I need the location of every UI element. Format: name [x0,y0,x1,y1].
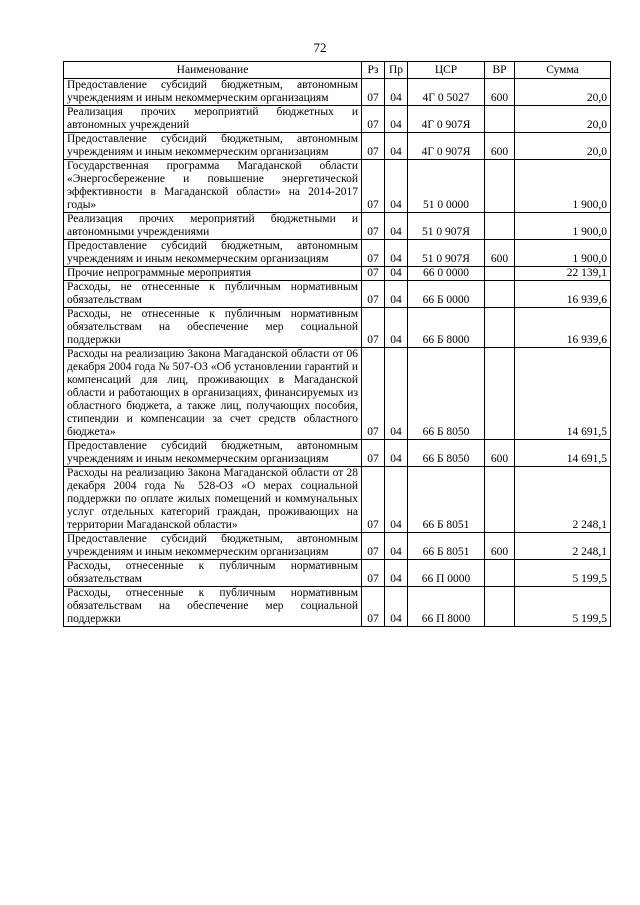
row-sum: 20,0 [515,106,611,133]
row-rz: 07 [362,79,385,106]
row-vr: 600 [485,133,515,160]
header-vr: ВР [485,62,515,79]
row-sum: 16 939,6 [515,308,611,348]
table-row [64,133,611,160]
row-name: Расходы на реализацию Закона Магаданской области от 28 декабря 2004 года № 528-ОЗ «О мерах социальной поддержки по оплате жилых помещений и коммунальных услуг отдельных категорий граждан, проживающих на территории Магаданской области» [64,467,362,533]
row-name: Расходы на реализацию Закона Магаданской области от 06 декабря 2004 года № 507-ОЗ «Об установлении гарантий и компенсаций для лиц, проживающих в Магаданской области и работающих в организациях, финансируемых из областного бюджета, а также лиц, получающих пособия, стипендии и компенсации за счет средств областного бюджета» [64,348,362,440]
row-sum: 1 900,0 [515,240,611,267]
row-rz: 07 [362,348,385,440]
row-name: Предоставление субсидий бюджетным, автономным учреждениям и иным некоммерческим организациям [64,533,362,560]
row-pr: 04 [385,79,408,106]
table-row [64,240,611,267]
row-rz: 07 [362,133,385,160]
row-vr [485,106,515,133]
row-rz: 07 [362,267,385,281]
row-rz: 07 [362,467,385,533]
row-rz: 07 [362,160,385,213]
row-sum: 20,0 [515,133,611,160]
row-vr: 600 [485,533,515,560]
row-csr: 66 П 8000 [408,587,485,627]
row-pr: 04 [385,160,408,213]
table-row [64,308,611,348]
table-row [64,160,611,213]
row-csr: 66 Б 8050 [408,440,485,467]
row-csr: 66 Б 8051 [408,467,485,533]
row-vr: 600 [485,79,515,106]
row-sum: 1 900,0 [515,213,611,240]
row-pr: 04 [385,240,408,267]
row-name: Расходы, отнесенные к публичным нормативным обязательствам на обеспечение мер социальной поддержки [64,587,362,627]
row-sum: 2 248,1 [515,467,611,533]
row-csr: 4Г 0 907Я [408,106,485,133]
row-sum: 14 691,5 [515,440,611,467]
row-pr: 04 [385,267,408,281]
table-row [64,267,611,281]
row-sum: 16 939,6 [515,281,611,308]
row-csr: 51 0 907Я [408,240,485,267]
table-row [64,560,611,587]
row-name: Предоставление субсидий бюджетным, автономным учреждениям и иным некоммерческим организациям [64,440,362,467]
header-sum: Сумма [515,62,611,79]
row-rz: 07 [362,440,385,467]
table-row [64,106,611,133]
row-sum: 22 139,1 [515,267,611,281]
header-row [64,62,611,79]
row-pr: 04 [385,133,408,160]
row-vr [485,587,515,627]
row-pr: 04 [385,587,408,627]
row-name: Расходы, не отнесенные к публичным нормативным обязательствам [64,281,362,308]
row-csr: 4Г 0 5027 [408,79,485,106]
row-rz: 07 [362,587,385,627]
row-csr: 66 Б 8051 [408,533,485,560]
row-sum: 5 199,5 [515,587,611,627]
row-name: Предоставление субсидий бюджетным, автономным учреждениям и иным некоммерческим организациям [64,79,362,106]
row-vr [485,281,515,308]
table-row [64,79,611,106]
row-csr: 66 Б 8050 [408,348,485,440]
row-sum: 1 900,0 [515,160,611,213]
row-name: Расходы, отнесенные к публичным нормативным обязательствам [64,560,362,587]
budget-table [63,61,611,627]
table-row [64,348,611,440]
page-number: 72 [313,40,327,55]
row-sum: 20,0 [515,79,611,106]
row-csr: 66 П 0000 [408,560,485,587]
row-pr: 04 [385,533,408,560]
header-rz: Рз [362,62,385,79]
row-pr: 04 [385,308,408,348]
row-name: Предоставление субсидий бюджетным, автономным учреждениям и иным некоммерческим организациям [64,240,362,267]
row-name: Прочие непрограммные мероприятия [64,267,362,281]
row-pr: 04 [385,281,408,308]
row-name: Государственная программа Магаданской области «Энергосбережение и повышение энергетической эффективности в Магаданской области» на 2014-2017 годы» [64,160,362,213]
row-vr [485,348,515,440]
row-csr: 66 0 0000 [408,267,485,281]
row-sum: 5 199,5 [515,560,611,587]
header-pr: Пр [385,62,408,79]
table-row [64,467,611,533]
row-pr: 04 [385,213,408,240]
row-rz: 07 [362,308,385,348]
row-csr: 51 0 907Я [408,213,485,240]
table-row [64,213,611,240]
row-name: Расходы, не отнесенные к публичным нормативным обязательствам на обеспечение мер социальной поддержки [64,308,362,348]
table-row [64,440,611,467]
row-vr: 600 [485,240,515,267]
row-vr [485,467,515,533]
row-pr: 04 [385,106,408,133]
row-name: Реализация прочих мероприятий бюджетными и автономными учреждениями [64,213,362,240]
row-rz: 07 [362,533,385,560]
row-rz: 07 [362,560,385,587]
row-rz: 07 [362,106,385,133]
row-name: Реализация прочих мероприятий бюджетных и автономных учреждений [64,106,362,133]
row-sum: 2 248,1 [515,533,611,560]
table-row [64,587,611,627]
row-vr [485,560,515,587]
row-pr: 04 [385,560,408,587]
row-sum: 14 691,5 [515,348,611,440]
row-name: Предоставление субсидий бюджетным, автономным учреждениям и иным некоммерческим организациям [64,133,362,160]
row-vr: 600 [485,440,515,467]
row-csr: 66 Б 8000 [408,308,485,348]
row-csr: 4Г 0 907Я [408,133,485,160]
row-pr: 04 [385,348,408,440]
row-pr: 04 [385,467,408,533]
table-row [64,281,611,308]
row-rz: 07 [362,213,385,240]
row-vr [485,267,515,281]
row-pr: 04 [385,440,408,467]
header-name: Наименование [64,62,362,79]
row-vr [485,308,515,348]
row-rz: 07 [362,281,385,308]
row-vr [485,213,515,240]
row-csr: 66 Б 0000 [408,281,485,308]
row-vr [485,160,515,213]
row-rz: 07 [362,240,385,267]
table-row [64,533,611,560]
row-csr: 51 0 0000 [408,160,485,213]
header-csr: ЦСР [408,62,485,79]
